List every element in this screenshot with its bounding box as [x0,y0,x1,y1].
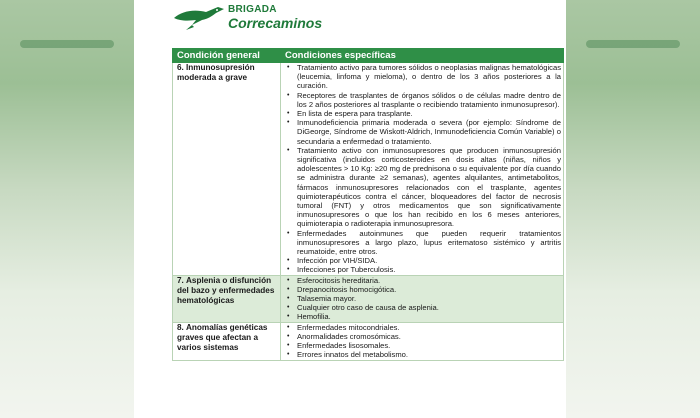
specific-conditions [281,275,564,322]
table-row [173,63,564,276]
list-item: • En lista de espera para trasplante. [297,109,561,118]
list-item: • Receptores de trasplantes de órganos sólidos o de células madre dentro de los 2 años posteriores al trasplante o recibiendo tratamiento inmunosupresor). [297,91,561,109]
list-item: • Talasemia mayor. [297,294,561,303]
list-item: • Enfermedades lisosomales. [297,341,561,350]
brand-name [228,2,322,30]
document-page [134,0,566,418]
list-item: • Infección por VIH/SIDA. [297,256,561,265]
header-general: Condición general [173,49,281,63]
brand-line2: Correcaminos [228,15,323,31]
list-item: • Esferocitosis hereditaria. [297,276,561,285]
row-number: 8. [177,322,184,332]
specific-conditions [281,63,564,276]
general-condition-text: Inmunosupresión moderada a grave [177,63,255,82]
conditions-table [172,48,564,361]
list-item: • Infecciones por Tuberculosis. [297,265,561,274]
general-condition-text: Anomalías genéticas graves que afectan a varios sistemas [177,322,268,352]
general-condition-text: Asplenia o disfunción del bazo y enfermedades hematológicas [177,275,275,305]
list-item: • Anormalidades cromosómicas. [297,332,561,341]
specific-list [283,63,561,275]
brand-logo [172,2,322,32]
table-header-row [173,49,564,63]
list-item: • Cualquier otro caso de causa de asplenia. [297,303,561,312]
list-item: • Enfermedades mitocondriales. [297,323,561,332]
list-item: • Hemofilia. [297,312,561,321]
list-item: • Tratamiento activo para tumores sólidos o neoplasias malignas hematológicas (leucemia, linfoma y mieloma), o dentro de los 3 años posteriores a la curación. [297,63,561,91]
general-condition [173,63,281,276]
general-condition [173,275,281,322]
blurred-background-right [566,0,700,418]
specific-list [283,323,561,360]
list-item: • Tratamiento activo con inmunosupresores que producen inmunosupresión significativa (incluidos corticosteroides en dosis altas (niñas, niños y adolescentes > 10 Kg: ≥20 mg de prednisona o su equivalente por día cuando se administra durante ≥2 semanas), agentes alquilantes, antimetabolitos, fármacos inmunosupresores relacionados con el trasplante, agentes quimioterapéuticos contra el cáncer, bloqueadores del factor de necrosis tumoral (FNT) y otros medicamentos que son significativamente inmunosupresores o que los han recibido en los 6 meses anteriores, quimioterapia o radioterapia inmunosupresora. [297,146,561,229]
table-row [173,322,564,360]
list-item: • Inmunodeficiencia primaria moderada o severa (por ejemplo: Síndrome de DiGeorge, Síndrome de Wiskott-Aldrich, Inmunodeficiencia Común Variable) o secundaria a enfermedad o tratamiento. [297,118,561,146]
row-number: 7. [177,275,184,285]
roadrunner-bird-icon [172,3,226,31]
header-specific: Condiciones específicas [281,49,564,63]
list-item: • Enfermedades autoinmunes que pueden requerir tratamientos inmunosupresores a largo plazo, lupus eritematoso sistémico y artritis reumatoide, entre otros. [297,229,561,257]
row-number: 6. [177,63,184,72]
general-condition [173,322,281,360]
brand-line1: BRIGADA [228,4,277,15]
table-row [173,275,564,322]
blurred-background-left [0,0,134,418]
list-item: • Drepanocitosis homocigótica. [297,285,561,294]
list-item: • Errores innatos del metabolismo. [297,350,561,359]
specific-conditions [281,322,564,360]
specific-list [283,276,561,322]
